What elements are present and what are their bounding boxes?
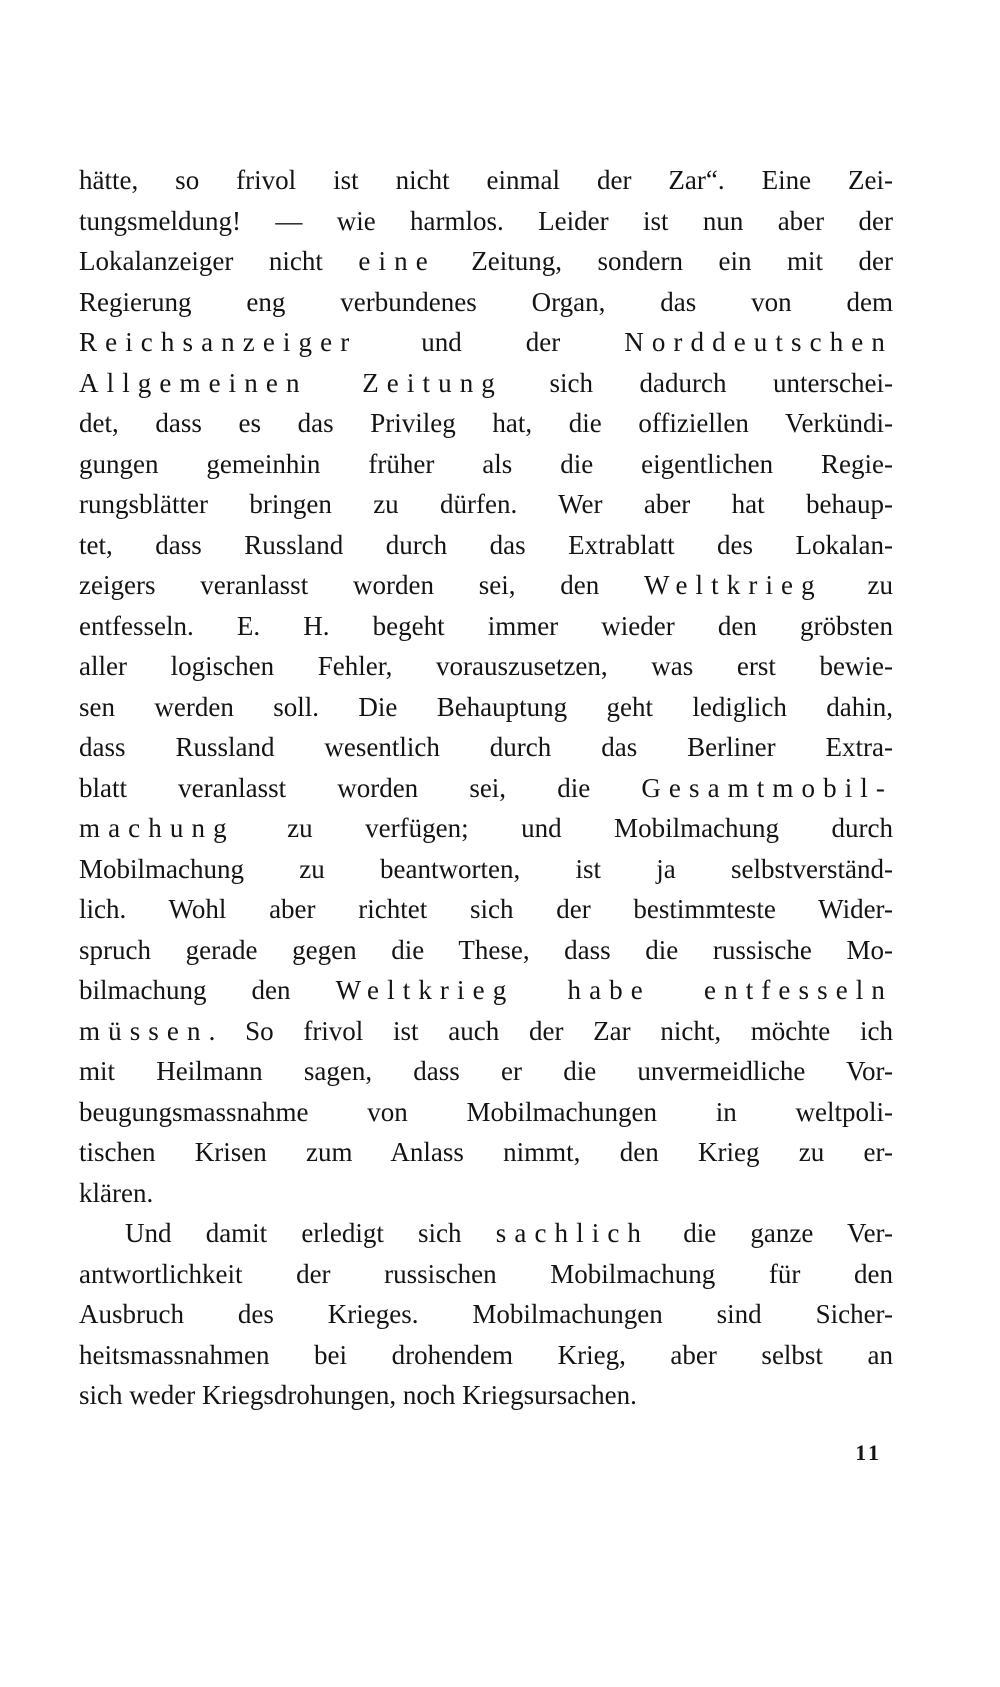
text-line <box>79 1335 893 1376</box>
body-text <box>79 160 893 1416</box>
text-segment: rungsblätter bringen zu dürfen. Wer aber hat behaup- <box>79 489 893 519</box>
text-line <box>79 484 893 525</box>
text-segment: Lokalanzeiger nicht <box>79 246 359 276</box>
text-segment: zu verfügen; und Mobilmachung durch <box>234 813 893 843</box>
text-line <box>79 282 893 323</box>
text-line <box>79 1132 893 1173</box>
text-line <box>79 606 893 647</box>
text-segment: . So frivol ist auch der Zar nicht, möchte ich <box>208 1015 893 1046</box>
text-segment: sich weder Kriegsdrohungen, noch Kriegsursachen. <box>79 1380 637 1410</box>
text-segment: Ausbruch des Krieges. Mobilmachungen sind Sicher- <box>79 1299 893 1329</box>
text-segment: aller logischen Fehler, vorauszusetzen, was erst bewie- <box>79 651 893 681</box>
text-segment: zeigers veranlasst worden sei, den <box>79 570 645 600</box>
text-line <box>79 201 893 242</box>
text-line <box>79 1294 893 1335</box>
text-segment: Mobilmachung zu beantworten, ist ja selbstverständ- <box>79 853 893 884</box>
emphasized-text: Weltkrieg habe entfesseln <box>335 975 893 1005</box>
text-line <box>79 525 893 566</box>
text-line <box>79 241 893 282</box>
text-line <box>79 322 893 363</box>
text-line <box>79 1051 893 1092</box>
text-line <box>79 849 893 890</box>
text-segment: entfesseln. E. H. begeht immer wieder den gröbsten <box>79 610 893 641</box>
text-line <box>79 1173 893 1214</box>
text-segment: Zeitung, sondern ein mit der <box>435 246 893 276</box>
emphasized-text: Gesamtmobil- <box>641 772 893 803</box>
text-segment: sich dadurch unterschei- <box>502 367 893 398</box>
text-segment: Und damit erledigt sich <box>125 1218 496 1248</box>
text-line <box>79 808 893 849</box>
text-segment: hätte, so frivol ist nicht einmal der Zar“. Eine Zei- <box>79 165 893 195</box>
text-line <box>79 1254 893 1295</box>
text-segment: zu <box>822 570 894 600</box>
text-segment: klären. <box>79 1177 154 1208</box>
text-segment: Regierung eng verbundenes Organ, das von dem <box>79 286 893 317</box>
emphasized-text: müssen <box>79 1015 209 1046</box>
text-line <box>79 727 893 768</box>
text-line <box>79 363 893 404</box>
text-line <box>79 889 893 930</box>
text-segment: dass Russland wesentlich durch das Berliner Extra- <box>79 732 893 762</box>
text-line <box>79 768 893 809</box>
text-segment: tischen Krisen zum Anlass nimmt, den Krieg zu er- <box>79 1137 893 1167</box>
emphasized-text: Weltkrieg <box>644 570 823 600</box>
text-line <box>79 930 893 971</box>
emphasized-text: Norddeutschen <box>624 327 893 357</box>
text-line <box>79 160 893 201</box>
text-line <box>79 565 893 606</box>
text-line <box>79 687 893 728</box>
emphasized-text: Reichsanzeiger <box>79 327 358 357</box>
text-segment: lich. Wohl aber richtet sich der bestimmteste Wider- <box>79 894 893 924</box>
text-segment: det, dass es das Privileg hat, die offiziellen Verkündi- <box>79 408 893 438</box>
text-segment: gungen gemeinhin früher als die eigentlichen Regie- <box>79 448 893 479</box>
text-segment: sen werden soll. Die Behauptung geht lediglich dahin, <box>79 691 893 722</box>
text-line <box>79 1375 893 1416</box>
text-line <box>79 403 893 444</box>
emphasized-text: machung <box>79 813 235 843</box>
text-line <box>79 646 893 687</box>
emphasized-text: Allgemeinen Zeitung <box>79 367 503 398</box>
text-segment: spruch gerade gegen die These, dass die russische Mo- <box>79 934 893 965</box>
page-number: 11 <box>855 1440 882 1465</box>
emphasized-text: eine <box>358 246 436 276</box>
text-segment: tet, dass Russland durch das Extrablatt des Lokalan- <box>79 529 893 560</box>
text-line <box>79 1011 893 1052</box>
text-segment: blatt veranlasst worden sei, die <box>79 772 642 803</box>
text-line <box>79 1213 893 1254</box>
text-segment: heitsmassnahmen bei drohendem Krieg, aber selbst an <box>79 1339 893 1370</box>
text-segment: und der <box>357 327 625 357</box>
text-segment: mit Heilmann sagen, dass er die unvermeidliche Vor- <box>79 1056 893 1086</box>
text-segment: bilmachung den <box>79 975 336 1005</box>
text-segment: antwortlichkeit der russischen Mobilmachung für den <box>79 1258 893 1289</box>
text-segment: tungsmeldung! — wie harmlos. Leider ist nun aber der <box>79 205 893 236</box>
text-segment: die ganze Ver- <box>649 1218 893 1248</box>
text-line <box>79 970 893 1011</box>
text-line <box>79 444 893 485</box>
text-line <box>79 1092 893 1133</box>
emphasized-text: sachlich <box>495 1218 650 1248</box>
text-segment: beugungsmassnahme von Mobilmachungen in weltpoli- <box>79 1096 893 1127</box>
